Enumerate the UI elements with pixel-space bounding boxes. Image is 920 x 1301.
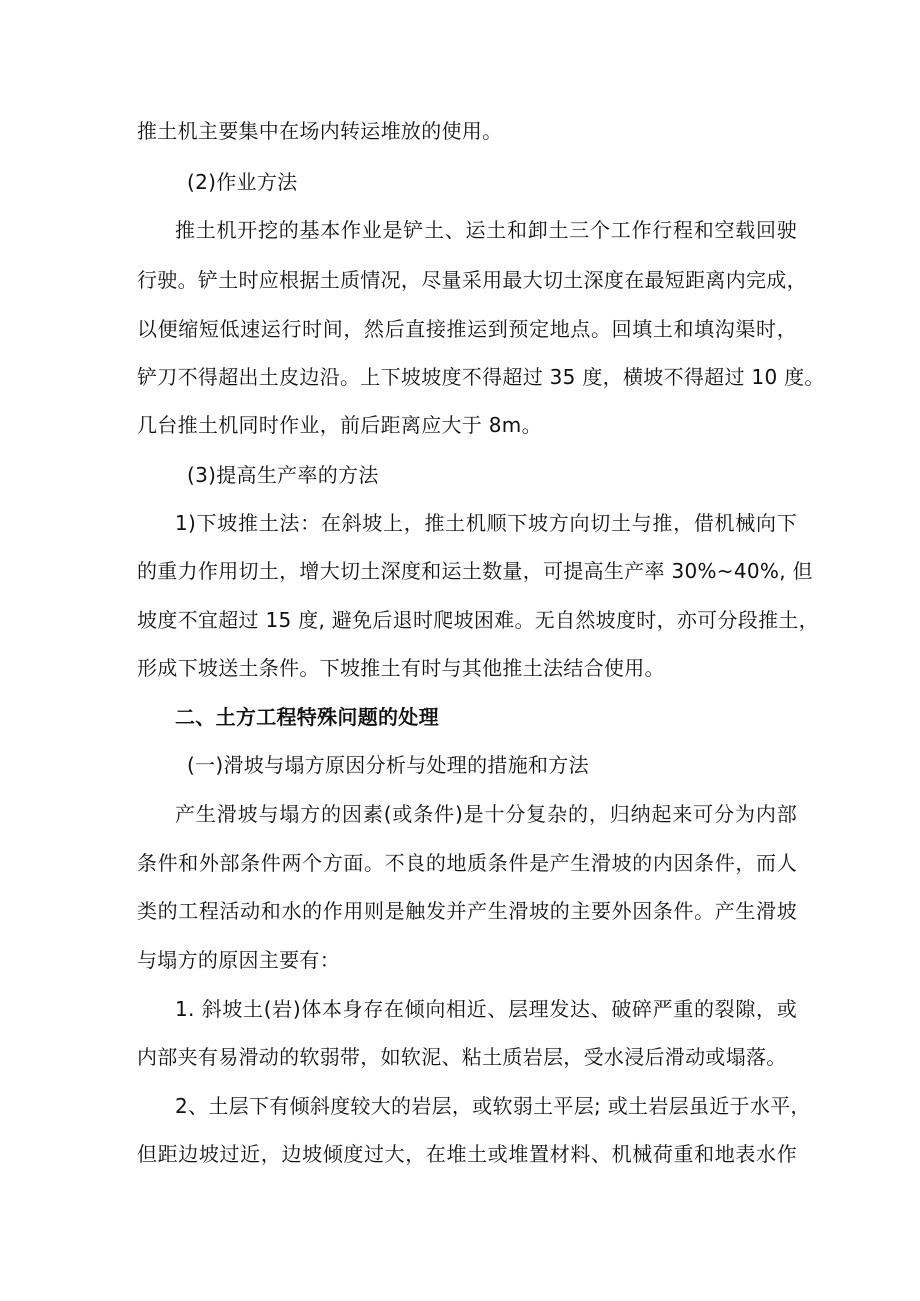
paragraph-line: 以便缩短低速运行时间，然后直接推运到预定地点。回填土和填沟渠时， bbox=[137, 317, 797, 341]
list-item-2: 2、土层下有倾斜度较大的岩层，或软弱土平层; 或土岩层虽近于水平， bbox=[175, 1094, 811, 1118]
subsection-heading: (一)滑坡与塌方原因分析与处理的措施和方法 bbox=[187, 753, 589, 777]
paragraph-line: 类的工程活动和水的作用则是触发并产生滑坡的主要外因条件。产生滑坡 bbox=[137, 899, 797, 923]
paragraph-line: 但距边坡过近，边坡倾度过大，在堆土或堆置材料、机械荷重和地表水作 bbox=[137, 1142, 797, 1166]
section-heading: 二、土方工程特殊问题的处理 bbox=[175, 705, 439, 729]
subheading-operation-method: (2)作业方法 bbox=[187, 170, 298, 194]
paragraph-line: 内部夹有易滑动的软弱带，如软泥、粘土质岩层，受水浸后滑动或塌落。 bbox=[137, 1045, 787, 1069]
paragraph-line: 与塌方的原因主要有： bbox=[137, 948, 340, 972]
subheading-productivity-methods: (3)提高生产率的方法 bbox=[187, 463, 379, 487]
paragraph-line: 条件和外部条件两个方面。不良的地质条件是产生滑坡的内因条件，而人 bbox=[137, 851, 797, 875]
paragraph-line: 推土机开挖的基本作业是铲土、运土和卸土三个工作行程和空载回驶 bbox=[175, 218, 797, 242]
paragraph-line: 形成下坡送土条件。下坡推土有时与其他推土法结合使用。 bbox=[137, 656, 665, 680]
paragraph-line: 推土机主要集中在场内转运堆放的使用。 bbox=[137, 119, 503, 143]
paragraph-line: 1)下坡推土法：在斜坡上，推土机顺下坡方向切土与推，借机械向下 bbox=[175, 511, 797, 535]
paragraph-line: 坡度不宜超过 15 度, 避免后退时爬坡困难。无自然坡度时，亦可分段推土， bbox=[137, 608, 819, 632]
paragraph-line: 行驶。铲土时应根据土质情况，尽量采用最大切土深度在最短距离内完成， bbox=[137, 268, 807, 292]
list-item-1: 1. 斜坡土(岩)体本身存在倾向相近、层理发达、破碎严重的裂隙，或 bbox=[175, 997, 797, 1021]
paragraph-line: 几台推土机同时作业，前后距离应大于 8m。 bbox=[137, 413, 542, 437]
paragraph-line: 产生滑坡与塌方的因素(或条件)是十分复杂的，归纳起来可分为内部 bbox=[175, 802, 797, 826]
paragraph-line: 铲刀不得超出土皮边沿。上下坡坡度不得超过 35 度，横坡不得超过 10 度。 bbox=[137, 365, 825, 389]
paragraph-line: 的重力作用切土，增大切土深度和运土数量，可提高生产率 30%~40%, 但 bbox=[137, 559, 813, 583]
